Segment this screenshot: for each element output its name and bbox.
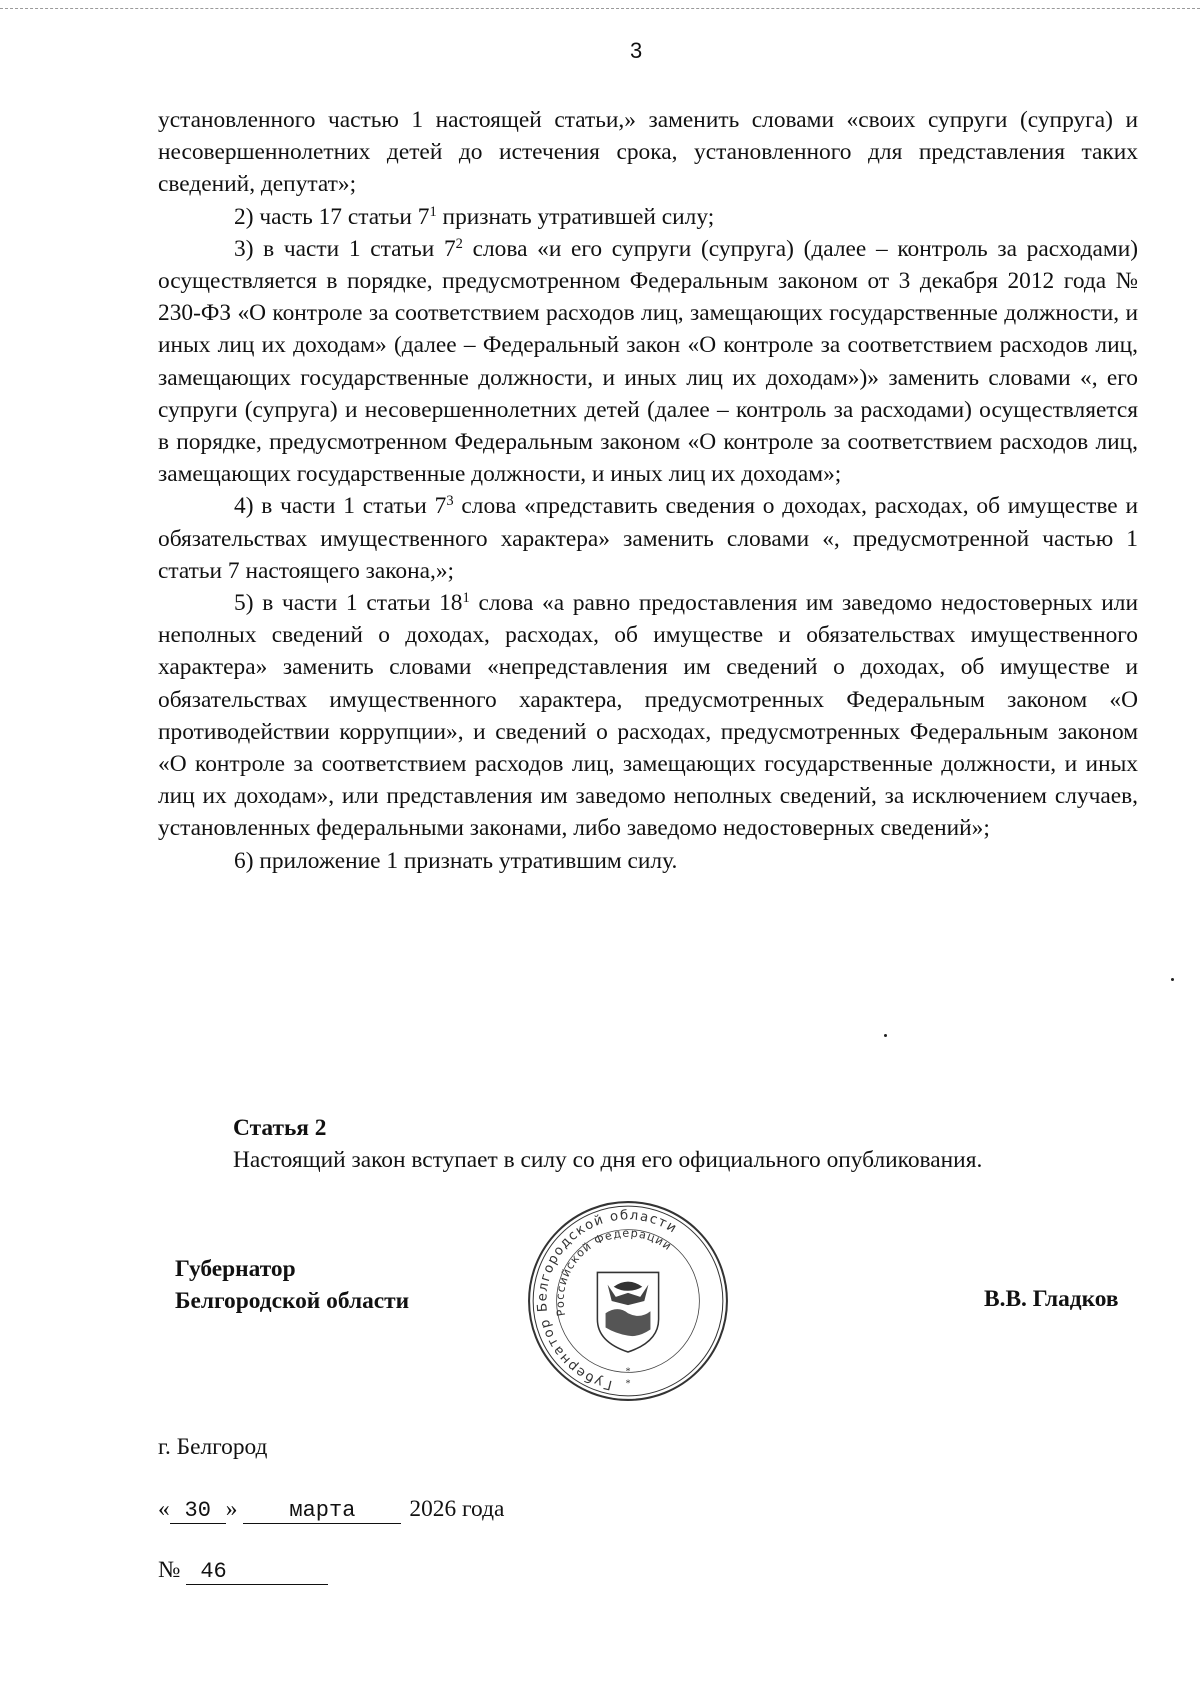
- seal-star-icon: *: [625, 1366, 631, 1378]
- signatory-title-line1: Губернатор: [175, 1256, 296, 1282]
- signing-date: [158, 1496, 504, 1524]
- law-number: [158, 1557, 328, 1585]
- signatory-title: [175, 1253, 409, 1317]
- item-5-text-rest: слова «а равно предоставления им заведомо недостоверных или неполных сведений о доходах, расходах, об имуществе и обязательствах имущественного характера» заменить словами «непредставления им сведений о доходах, об имуществе и обязательствах имущественного характера, предусмотренных Федеральным законом «О противодействии коррупции», и сведений о расходах, предусмотренных Федеральным законом «О контроле за соответствием расходов лиц, замещающих государственные должности, и иных лиц их доходам», или представления им заведомо неполных сведений, за исключением случаев, установленных федеральными законами, либо заведомо недостоверных сведений»;: [158, 590, 1138, 842]
- article-2: [233, 1112, 1138, 1176]
- item-2-text: 2) часть 17 статьи 7: [234, 203, 430, 230]
- paragraph-item-6: 6) приложение 1 признать утратившим силу.: [234, 847, 678, 874]
- paragraph-item-4: [158, 490, 1138, 587]
- article-2-heading: Статья 2: [233, 1115, 327, 1141]
- seal-star-icon: *: [625, 1378, 631, 1390]
- article-2-text: Настоящий закон вступает в силу со дня его официального опубликования.: [233, 1147, 983, 1173]
- date-close-quote: »: [225, 1496, 238, 1522]
- place-of-signing: г. Белгород: [158, 1434, 268, 1460]
- item-2-superscript: 1: [429, 203, 437, 220]
- item-3-superscript: 2: [455, 235, 463, 252]
- item-2-text-rest: признать утратившей силу;: [436, 203, 715, 230]
- number-sign: №: [158, 1557, 181, 1583]
- signatory-title-line2: Белгородской области: [175, 1288, 410, 1314]
- date-day: 30: [170, 1498, 226, 1524]
- item-5-text: 5) в части 1 статьи 18: [234, 590, 463, 617]
- date-open-quote: «: [158, 1496, 170, 1522]
- date-month: марта: [243, 1498, 401, 1524]
- item-4-text: 4) в части 1 статьи 7: [234, 493, 447, 520]
- law-number-value: 46: [186, 1559, 328, 1585]
- scan-speck: [1171, 978, 1174, 981]
- paragraph-continuation: установленного частью 1 настоящей статьи,» заменить словами «своих супруги (супруга) и несовершеннолетних детей до истечения срока, установленного для представления таких сведений, депутат»;: [158, 107, 1138, 198]
- signatory-name: В.В. Гладков: [984, 1286, 1119, 1312]
- official-seal: [526, 1199, 730, 1403]
- seal-inner-text: Российской Федерации: [553, 1226, 675, 1318]
- date-year: 2026 года: [409, 1496, 505, 1522]
- scan-speck: [884, 1034, 887, 1037]
- document-body: [158, 104, 1138, 877]
- paragraph-item-2: [158, 201, 1138, 233]
- paragraph-item-5: [158, 587, 1138, 845]
- seal-outer-text: Губернатор Белгородской области: [535, 1208, 680, 1392]
- item-5-superscript: 1: [462, 590, 470, 607]
- item-4-text-rest: слова «представить сведения о доходах, расходах, об имуществе и обязательствах имущественного характера» заменить словами «, предусмотренной частью 1 статьи 7 настоящего закона,»;: [158, 493, 1139, 584]
- top-edge-line: [0, 8, 1200, 9]
- item-3-text-rest: слова «и его супруги (супруга) (далее – контроль за расходами) осуществляется в порядке, предусмотренном Федеральным законом от 3 декабря 2012 года № 230-ФЗ «О контроле за соответствием расходов лиц, замещающих государственные должности, и иных лиц их доходам» (далее – Федеральный закон «О контроле за соответствием расходов лиц, замещающих государственные должности, и иных лиц их доходам»)» заменить словами «, его супруги (супруга) и несовершеннолетних детей (далее – контроль за расходами) осуществляется в порядке, предусмотренном Федеральным законом «О контроле за соответствием расходов лиц, замещающих государственные должности, и иных лиц их доходам»;: [158, 235, 1139, 488]
- coat-of-arms-emblem: [597, 1272, 658, 1352]
- paragraph-item-3: [158, 233, 1138, 491]
- item-4-superscript: 3: [446, 493, 454, 510]
- page-number: 3: [630, 38, 643, 63]
- item-3-text: 3) в части 1 статьи 7: [234, 235, 456, 262]
